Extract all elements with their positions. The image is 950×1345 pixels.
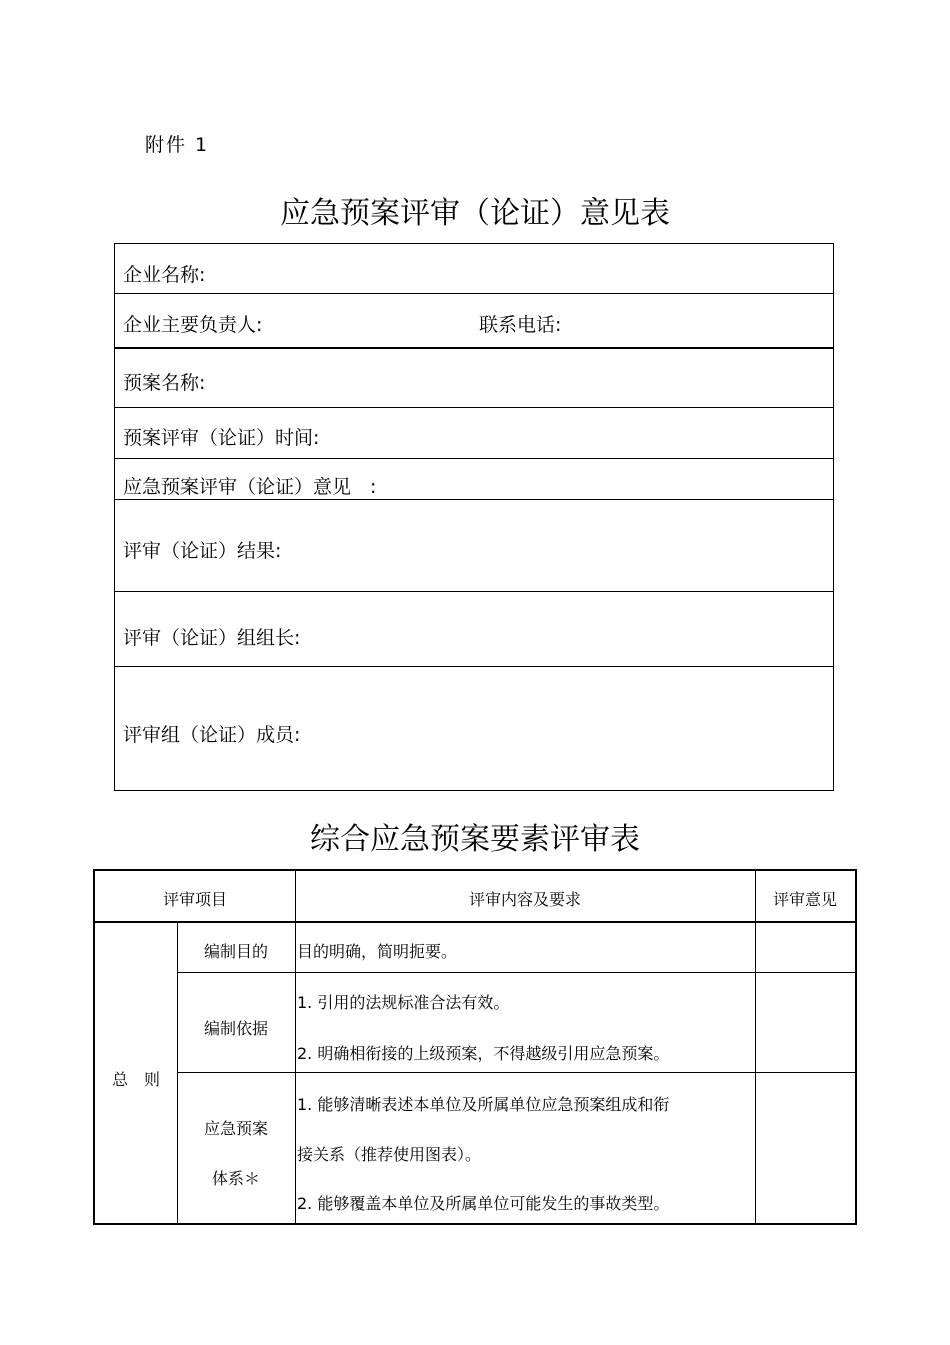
members-label: 评审组（论证）成员: [123, 724, 301, 746]
phone-label: 联系电话: [479, 314, 562, 336]
principal-row [115, 294, 833, 349]
col-divider-opinion [755, 871, 756, 1223]
sub-item-system-line1: 应急预案 [203, 1119, 268, 1138]
element-review-table [93, 869, 857, 1225]
header-opinion: 评审意见 [772, 890, 837, 909]
company-name-label: 企业名称: [123, 264, 206, 286]
result-row [115, 500, 833, 592]
principal-label: 企业主要负责人: [123, 314, 263, 336]
basis-requirement-2: 2. 明确相衔接的上级预案，不得越级引用应急预案。 [297, 1044, 670, 1063]
sub-item-basis: 编制依据 [203, 1019, 268, 1038]
plan-name-label: 预案名称: [123, 372, 206, 394]
leader-row [115, 592, 833, 667]
opinion-row [115, 459, 833, 500]
members-row [115, 667, 833, 791]
result-label: 评审（论证）结果: [123, 540, 282, 562]
header-content: 评审内容及要求 [468, 890, 581, 909]
category-general: 总 则 [111, 1070, 160, 1089]
review-time-label: 预案评审（论证）时间: [123, 427, 320, 449]
basis-requirement-1: 1. 引用的法规标准合法有效。 [297, 993, 510, 1012]
element-table-title: 综合应急预案要素评审表 [310, 822, 640, 857]
opinion-form-title: 应急预案评审（论证）意见表 [280, 196, 670, 231]
col-divider-content [295, 871, 296, 1223]
review-time-row [115, 408, 833, 459]
system-requirement-2: 2. 能够覆盖本单位及所属单位可能发生的事故类型。 [297, 1194, 670, 1213]
purpose-requirement: 目的明确，简明扼要。 [297, 942, 458, 961]
sub-item-system-line2: 体系＊ [211, 1169, 260, 1188]
row-divider-1 [177, 972, 855, 973]
system-requirement-1b: 接关系（推荐使用图表）。 [297, 1145, 482, 1164]
system-requirement-1a: 1. 能够清晰表述本单位及所属单位应急预案组成和衔 [297, 1095, 670, 1114]
plan-name-row [115, 349, 833, 408]
sub-item-purpose: 编制目的 [203, 942, 268, 961]
company-name-row [115, 244, 833, 294]
opinion-form-table [114, 243, 834, 791]
attachment-label: 附件 1 [145, 134, 210, 156]
row-divider-2 [177, 1072, 855, 1073]
leader-label: 评审（论证）组组长: [123, 627, 301, 649]
opinion-label: 应急预案评审（论证）意见 : [123, 476, 377, 498]
header-item: 评审项目 [162, 890, 227, 909]
header-divider [95, 921, 855, 923]
